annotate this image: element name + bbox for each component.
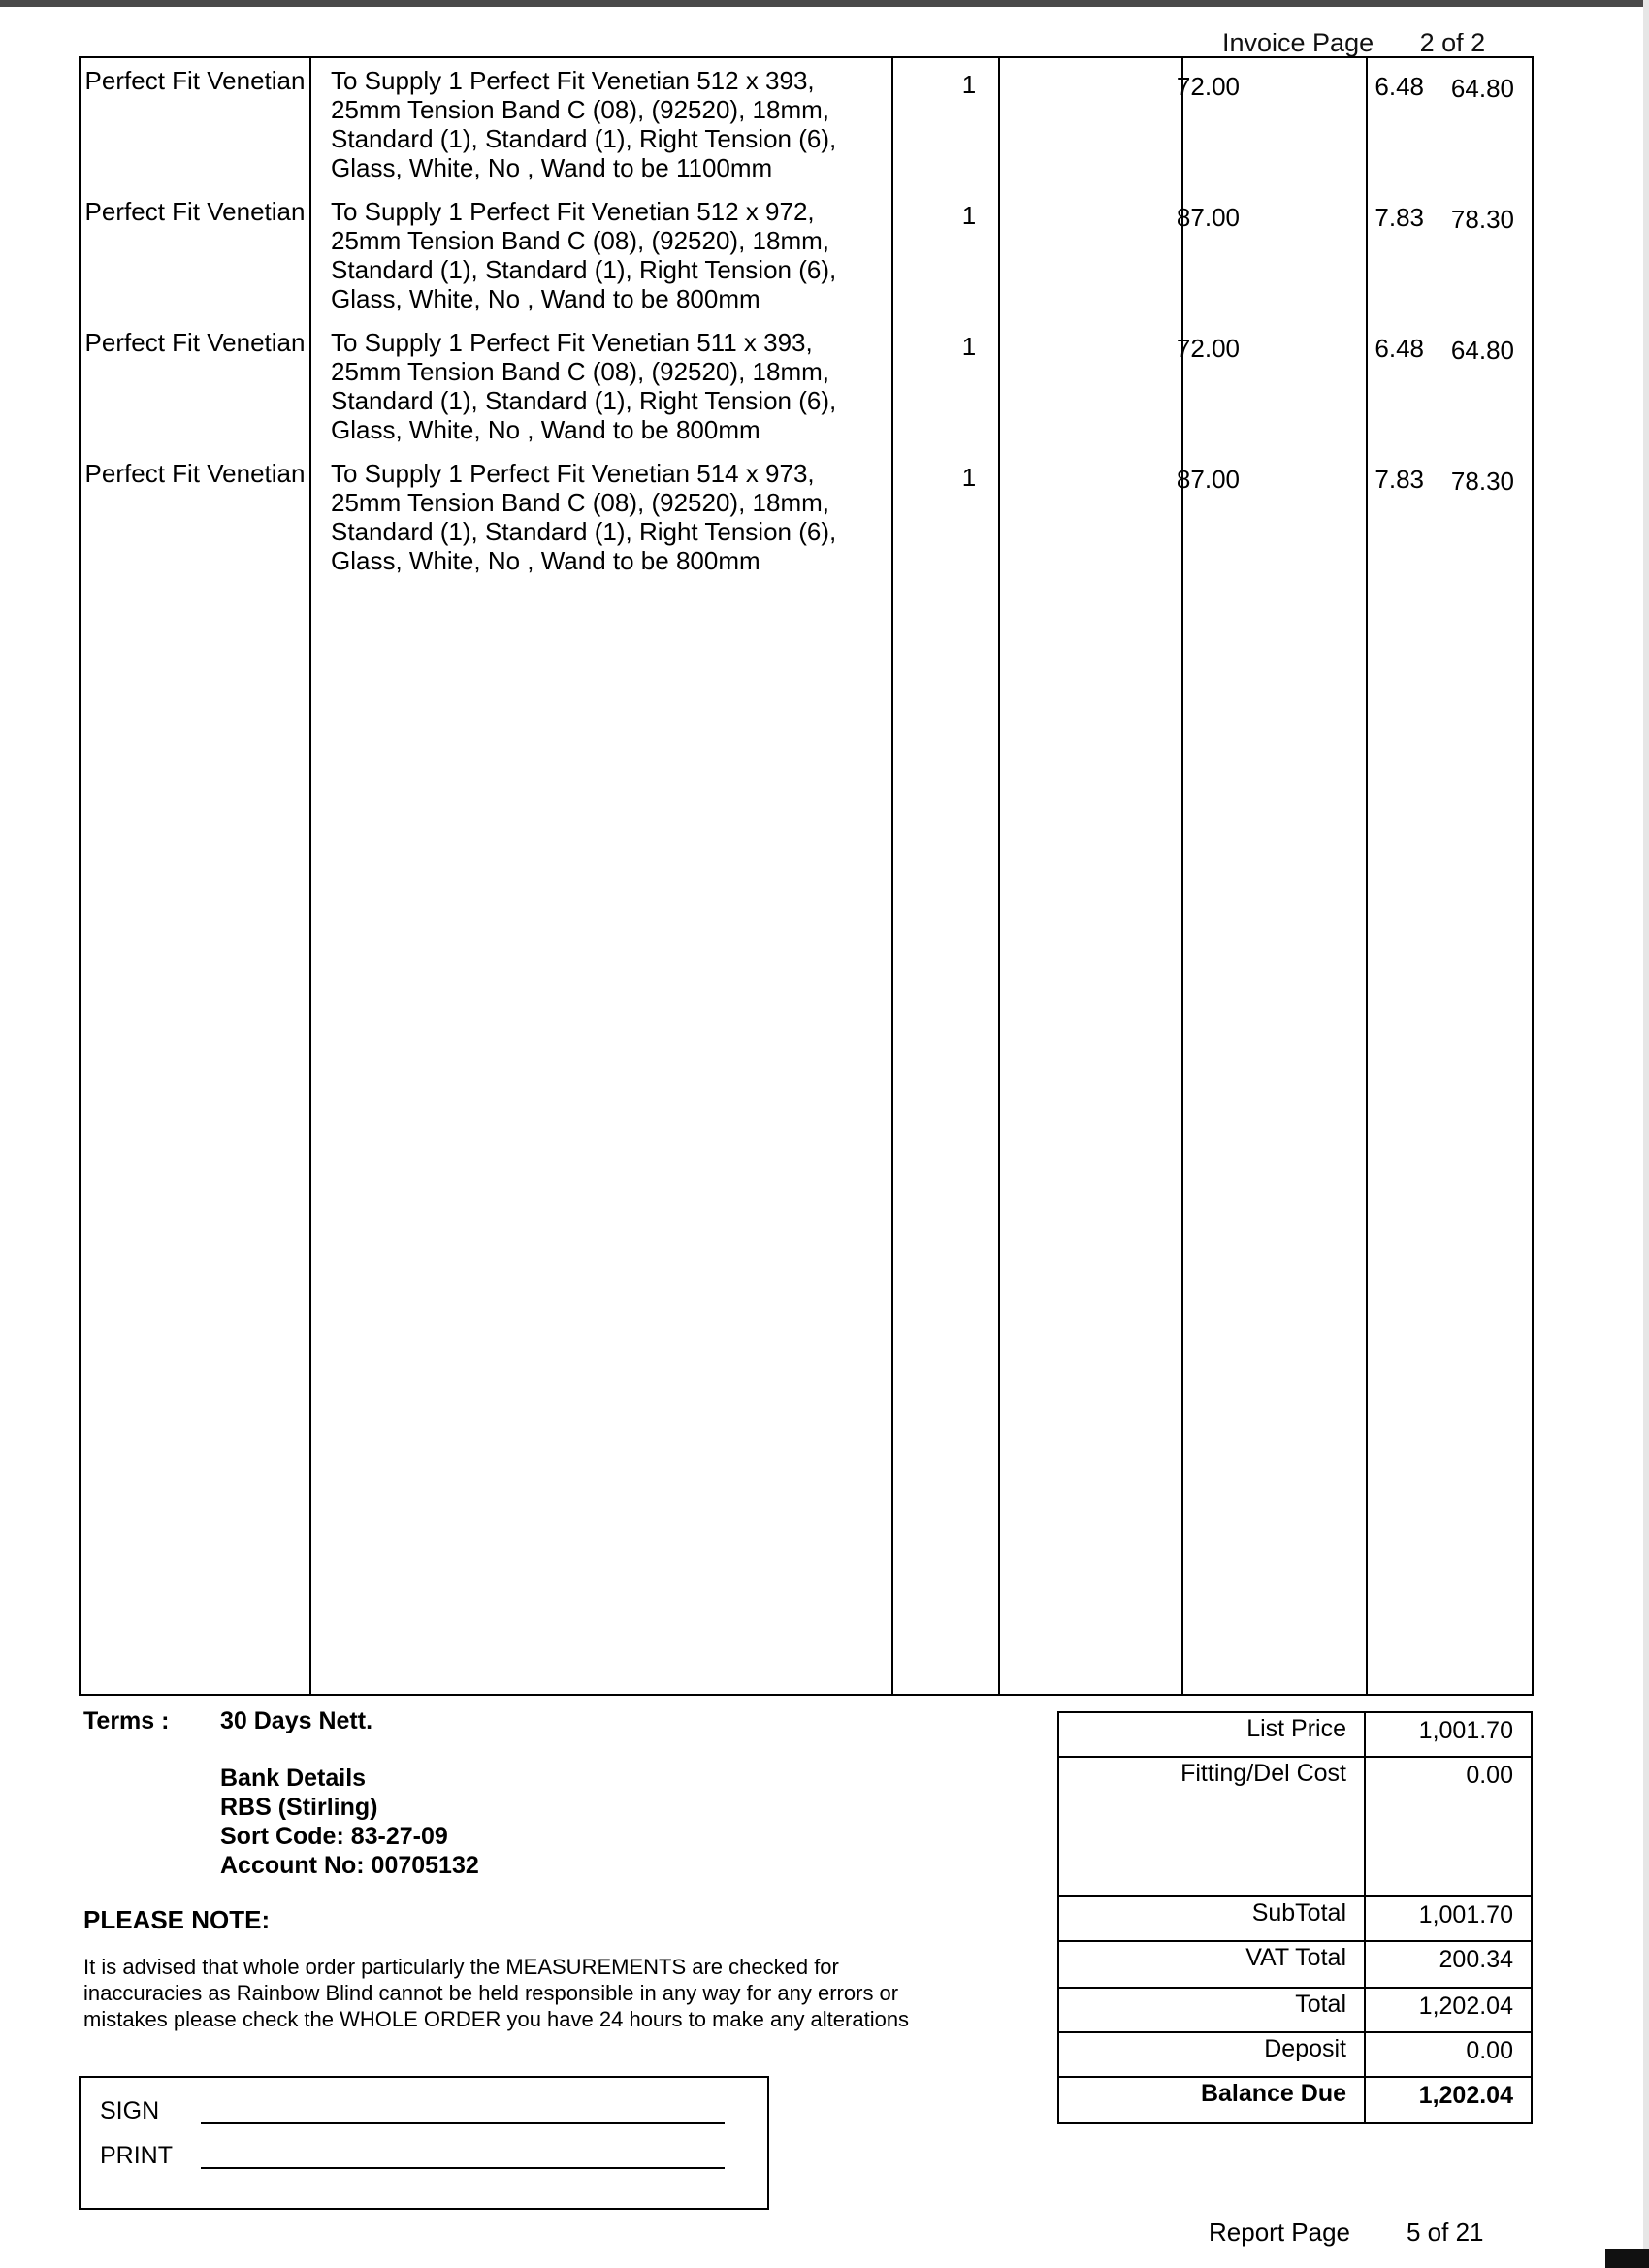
- bank-details-title: Bank Details: [220, 1765, 367, 1792]
- description-line: Standard (1), Standard (1), Right Tension (6),: [331, 386, 837, 415]
- report-page-label: Report Page: [1209, 2218, 1350, 2247]
- total-label: Total: [1295, 1991, 1346, 2018]
- note-text: [83, 1954, 1015, 2032]
- description-line: Standard (1), Standard (1), Right Tension (6),: [331, 517, 837, 546]
- total-value: 1,202.04: [1418, 1993, 1513, 2020]
- description-line: To Supply 1 Perfect Fit Venetian 511 x 393,: [331, 328, 813, 357]
- totals-rule: [1059, 2031, 1531, 2033]
- item-description: [331, 197, 903, 313]
- print-label: PRINT: [100, 2142, 173, 2169]
- item-list-price: 72.00: [1176, 72, 1240, 101]
- report-page-value: 5 of 21: [1406, 2218, 1484, 2247]
- deposit-value: 0.00: [1466, 2037, 1513, 2064]
- item-net: 64.80: [1450, 74, 1514, 103]
- item-qty: 1: [961, 201, 977, 230]
- table-row: [81, 320, 1536, 451]
- description-line: 25mm Tension Band C (08), (92520), 18mm,: [331, 95, 829, 124]
- item-vat: 7.83: [1374, 203, 1424, 232]
- item-qty: 1: [961, 332, 977, 361]
- product-name: Perfect Fit Venetian: [84, 197, 306, 226]
- description-line: Standard (1), Standard (1), Right Tension (6),: [331, 124, 837, 153]
- sign-line[interactable]: [201, 2122, 725, 2124]
- invoice-page-label: Invoice Page: [1222, 33, 1374, 57]
- table-row: [81, 58, 1536, 189]
- sort-code: Sort Code: 83-27-09: [220, 1823, 448, 1850]
- totals-box: [1057, 1711, 1533, 2124]
- deposit-label: Deposit: [1264, 2035, 1346, 2062]
- print-line[interactable]: [201, 2167, 725, 2169]
- vat-total-label: VAT Total: [1245, 1944, 1346, 1971]
- item-vat: 6.48: [1374, 72, 1424, 101]
- totals-rule: [1059, 1756, 1531, 1758]
- totals-divider: [1364, 1713, 1366, 2122]
- terms-label: Terms :: [83, 1707, 170, 1734]
- description-line: Glass, White, No , Wand to be 1100mm: [331, 153, 773, 182]
- bank-details: [220, 1764, 479, 1880]
- description-line: Glass, White, No , Wand to be 800mm: [331, 284, 760, 313]
- description-line: To Supply 1 Perfect Fit Venetian 514 x 973,: [331, 459, 815, 488]
- product-name: Perfect Fit Venetian: [84, 459, 306, 488]
- item-description: [331, 66, 903, 182]
- items-table: [79, 56, 1534, 1696]
- note-line: inaccuracies as Rainbow Blind cannot be held responsible in any way for any errors or: [83, 1981, 899, 2005]
- item-vat: 7.83: [1374, 465, 1424, 494]
- item-qty: 1: [961, 463, 977, 492]
- description-line: To Supply 1 Perfect Fit Venetian 512 x 393,: [331, 66, 815, 95]
- description-line: 25mm Tension Band C (08), (92520), 18mm,: [331, 226, 829, 255]
- description-line: 25mm Tension Band C (08), (92520), 18mm,: [331, 357, 829, 386]
- invoice-page-value: 2 of 2: [1419, 33, 1486, 57]
- balance-due-label: Balance Due: [1200, 2080, 1346, 2107]
- fitting-label: Fitting/Del Cost: [1180, 1760, 1346, 1787]
- scan-edge-top: [0, 0, 1649, 7]
- vat-total-value: 200.34: [1439, 1946, 1513, 1973]
- sign-label: SIGN: [100, 2097, 160, 2124]
- item-list-price: 87.00: [1176, 465, 1240, 494]
- description-line: Glass, White, No , Wand to be 800mm: [331, 546, 760, 575]
- item-list-price: 87.00: [1176, 203, 1240, 232]
- table-row: [81, 189, 1536, 320]
- fitting-value: 0.00: [1466, 1762, 1513, 1789]
- totals-rule: [1059, 1940, 1531, 1942]
- table-row: [81, 451, 1536, 582]
- subtotal-label: SubTotal: [1251, 1899, 1346, 1927]
- list-price-value: 1,001.70: [1418, 1717, 1513, 1744]
- signature-box: [79, 2076, 769, 2210]
- totals-rule: [1059, 2076, 1531, 2078]
- note-title: PLEASE NOTE:: [83, 1905, 271, 1934]
- scan-corner-mark: [1605, 2249, 1649, 2268]
- subtotal-value: 1,001.70: [1418, 1901, 1513, 1928]
- product-name: Perfect Fit Venetian: [84, 66, 306, 95]
- account-number: Account No: 00705132: [220, 1852, 479, 1879]
- item-description: [331, 328, 903, 444]
- description-line: To Supply 1 Perfect Fit Venetian 512 x 972,: [331, 197, 815, 226]
- totals-rule: [1059, 1895, 1531, 1897]
- item-vat: 6.48: [1374, 334, 1424, 363]
- invoice-page-header: [1222, 33, 1485, 58]
- description-line: 25mm Tension Band C (08), (92520), 18mm,: [331, 488, 829, 517]
- item-description: [331, 459, 903, 575]
- item-list-price: 72.00: [1176, 334, 1240, 363]
- scan-edge-right: [1643, 0, 1649, 2268]
- note-line: mistakes please check the WHOLE ORDER you have 24 hours to make any alterations: [83, 2007, 910, 2031]
- item-net: 64.80: [1450, 336, 1514, 365]
- totals-rule: [1059, 1987, 1531, 1989]
- note-line: It is advised that whole order particularly the MEASUREMENTS are checked for: [83, 1955, 839, 1979]
- list-price-label: List Price: [1246, 1715, 1346, 1742]
- bank-name: RBS (Stirling): [220, 1794, 378, 1821]
- item-net: 78.30: [1450, 205, 1514, 234]
- balance-due-value: 1,202.04: [1418, 2082, 1513, 2109]
- description-line: Glass, White, No , Wand to be 800mm: [331, 415, 760, 444]
- item-net: 78.30: [1450, 467, 1514, 496]
- item-qty: 1: [961, 70, 977, 99]
- product-name: Perfect Fit Venetian: [84, 328, 306, 357]
- description-line: Standard (1), Standard (1), Right Tension (6),: [331, 255, 837, 284]
- terms-value: 30 Days Nett.: [220, 1707, 373, 1734]
